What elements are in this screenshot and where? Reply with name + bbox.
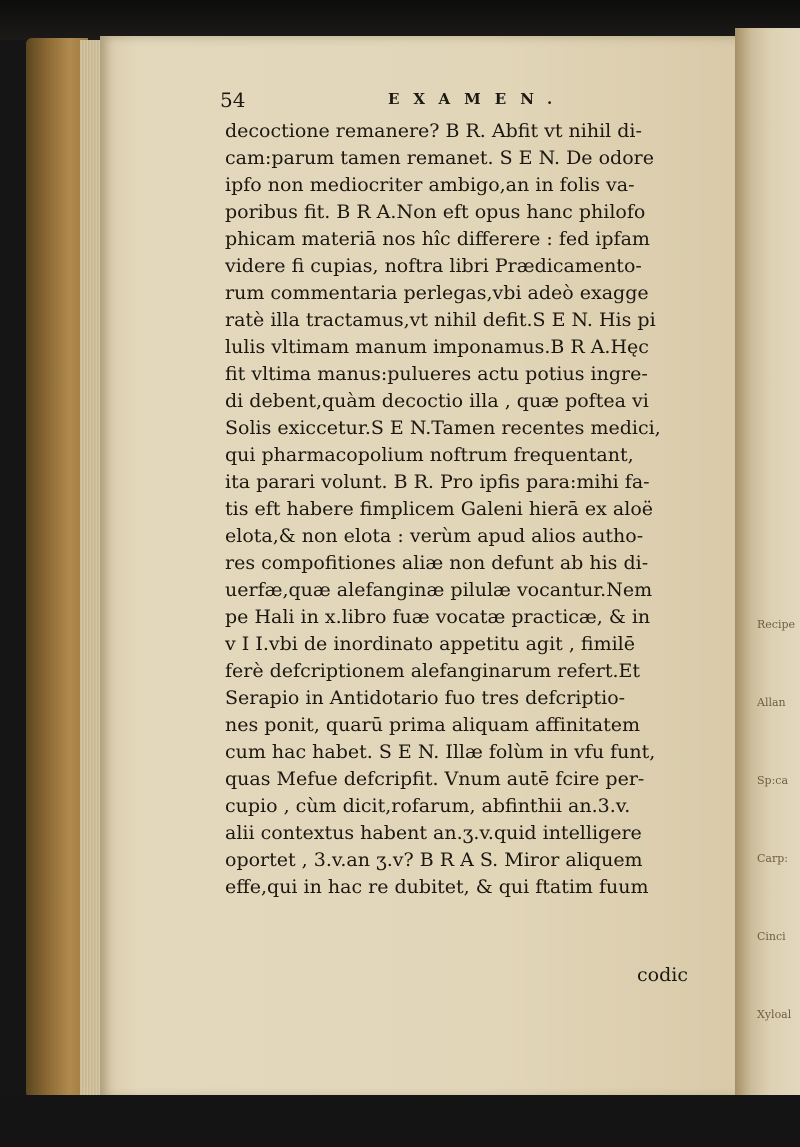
facing-fragment: Sp:ca	[757, 774, 789, 787]
text-line: Solis exiccetur.S E N.Tamen recentes medici,	[225, 417, 661, 439]
facing-fragment: Xyloal	[757, 1008, 792, 1021]
text-line: videre fi cupias, noftra libri Prædicamento-	[225, 255, 642, 277]
text-line: uerfæ,quæ alefanginæ pilulæ vocantur.Nem	[225, 579, 653, 601]
text-line: v I I.vbi de inordinato appetitu agit , fimilē	[225, 633, 636, 655]
text-line: res compofitiones aliæ non defunt ab his di-	[225, 552, 649, 574]
text-line: alii contextus habent an.ʒ.v.quid intelligere	[225, 822, 642, 844]
text-line: rum commentaria perlegas,vbi adeò exagge	[225, 282, 649, 304]
text-line: quas Mefue defcripfit. Vnum autē fcire per-	[225, 768, 645, 790]
text-line: lulis vltimam manum imponamus.B R A.Hęc	[225, 336, 649, 358]
background-top	[0, 0, 800, 40]
text-line: decoctione remanere? B R. Abfit vt nihil di-	[225, 120, 642, 142]
text-line: effe,qui in hac re dubitet, & qui ftatim fuum	[225, 876, 649, 898]
page-header	[220, 88, 620, 116]
facing-page-fragments	[757, 560, 800, 1021]
page-number: 54	[220, 88, 246, 112]
text-line: cam:parum tamen remanet. S E N. De odore	[225, 147, 654, 169]
text-line: poribus fit. B R A.Non eft opus hanc philofo	[225, 201, 646, 223]
text-line: fit vltima manus:pulueres actu potius ingre-	[225, 363, 648, 385]
catchword: codic	[637, 964, 688, 986]
facing-fragment: Allan	[757, 696, 786, 709]
text-line: nes ponit, quarū prima aliquam affinitatem	[225, 714, 641, 736]
text-line: Serapio in Antidotario fuo tres defcriptio-	[225, 687, 626, 709]
text-line: ipfo non mediocriter ambigo,an in folis va-	[225, 174, 635, 196]
background-bottom	[0, 1095, 800, 1147]
text-line: pe Hali in x.libro fuæ vocatæ practicæ, & in	[225, 606, 651, 628]
text-line: ferè defcriptionem alefanginarum refert.Et	[225, 660, 641, 682]
facing-fragment: Recipe	[757, 618, 796, 631]
running-title: EXAMEN.	[388, 90, 567, 108]
text-line: oportet , 3.v.an ʒ.v? B R A S. Miror aliquem	[225, 849, 643, 871]
facing-fragment: Cinci	[757, 930, 786, 943]
text-line: ratè illa tractamus,vt nihil defit.S E N. His pi	[225, 309, 656, 331]
text-line: tis eft habere fimplicem Galeni hierā ex aloë	[225, 498, 654, 520]
book-spine-edge	[26, 38, 88, 1098]
text-line: cupio , cùm dicit,rofarum, abfinthii an.3.v.	[225, 795, 631, 817]
text-line: di debent,quàm decoctio illa , quæ poftea vi	[225, 390, 649, 412]
text-line: phicam materiā nos hîc differere : fed ipfam	[225, 228, 650, 250]
text-line: elota,& non elota : verùm apud alios autho-	[225, 525, 644, 547]
text-line: ita parari volunt. B R. Pro ipfis para:mihi fa-	[225, 471, 650, 493]
body-text	[225, 118, 715, 901]
text-line: cum hac habet. S E N. Illæ folùm in vfu funt,	[225, 741, 656, 763]
facing-fragment: Carp:	[757, 852, 788, 865]
text-line: qui pharmacopolium noftrum frequentant,	[225, 444, 634, 466]
